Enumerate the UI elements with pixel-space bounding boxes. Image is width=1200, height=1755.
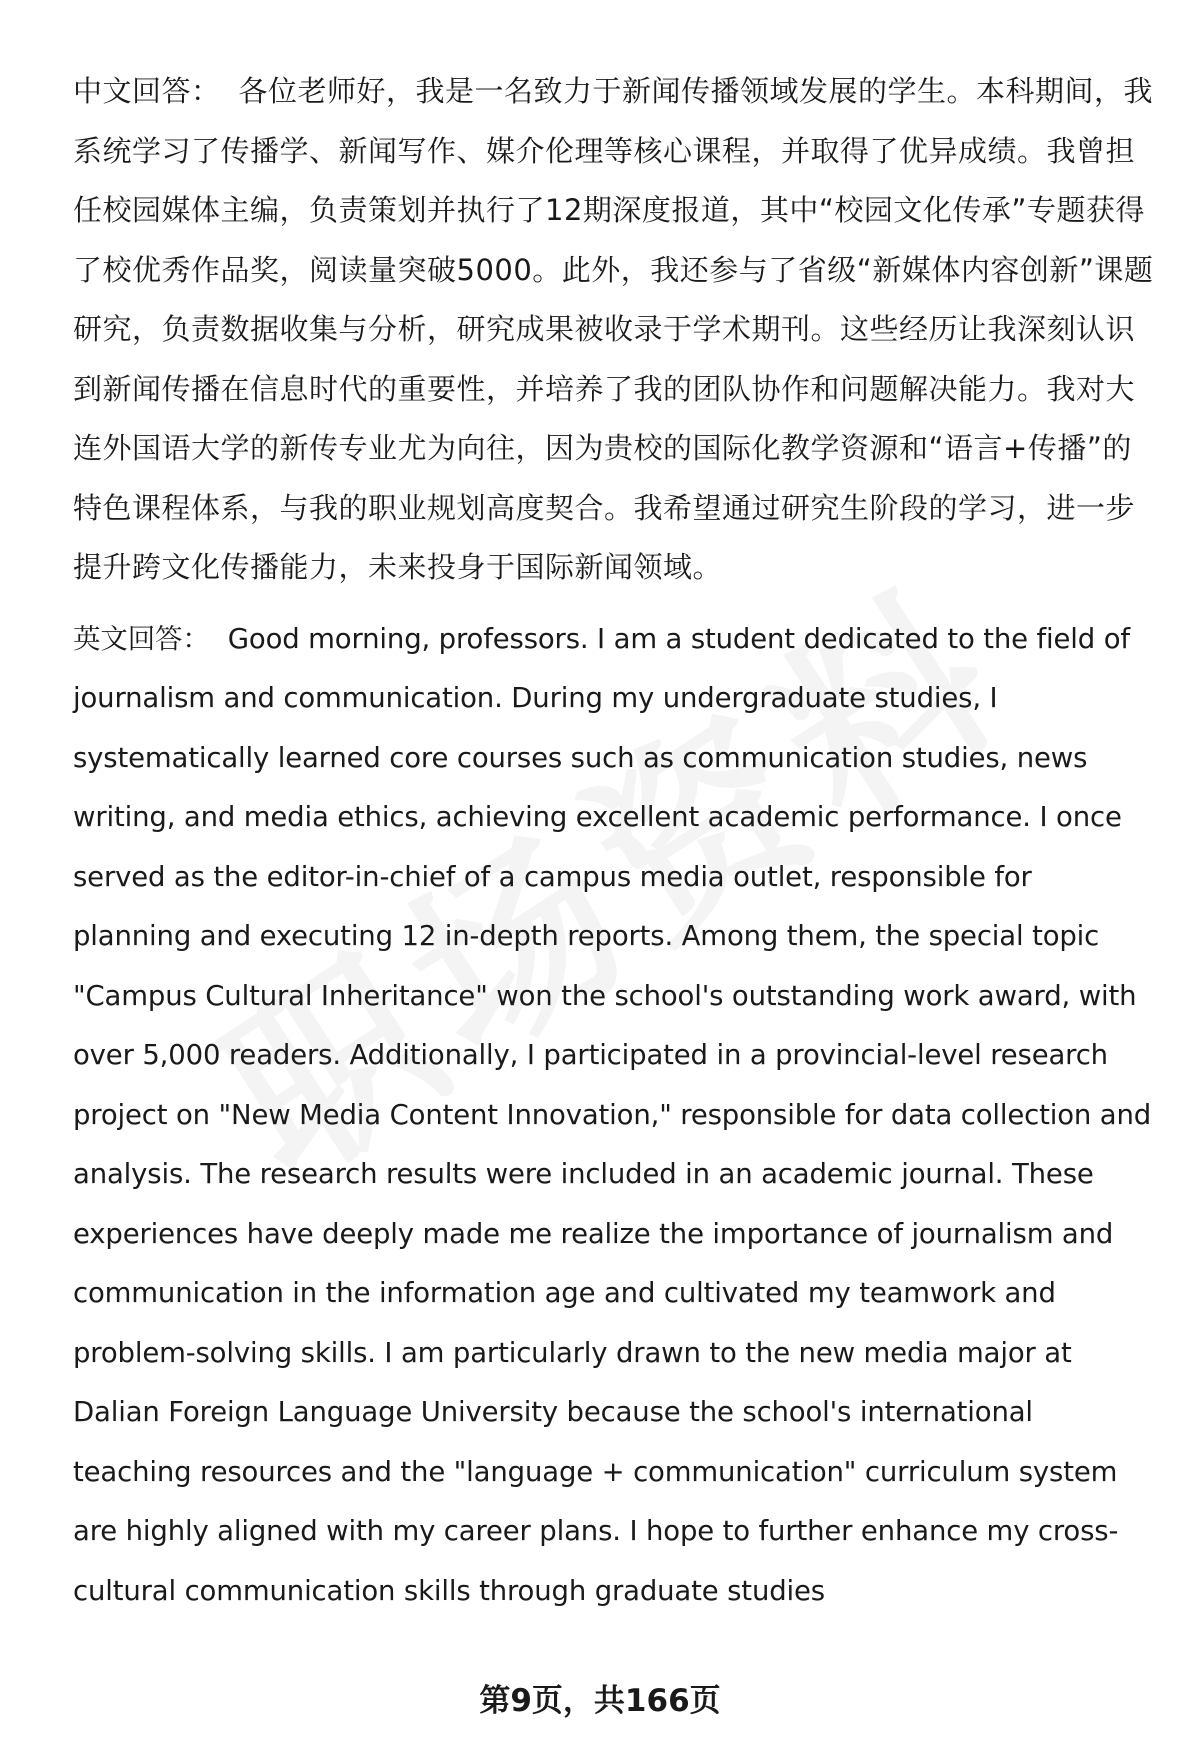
english-answer-label: 英文回答：: [73, 622, 210, 655]
page-number-footer: 第9页，共166页: [479, 1683, 721, 1719]
chinese-answer-paragraph: [73, 62, 1158, 598]
chinese-answer-label: 中文回答：: [73, 74, 221, 108]
english-answer-paragraph: [73, 610, 1158, 1622]
english-answer-text: Good morning, professors. I am a student dedicated to the field of journalism and communication. During my undergraduate studies, I systematically learned core courses such as communication studies, news writing, and media ethics, achieving excellent academic performance. I once served as the editor-in-chief of a campus media outlet, responsible for planning and executing 12 in-depth reports. Among them, the special topic "Campus Cultural Inheritance" won the school's outstanding work award, with over 5,000 readers. Additionally, I participated in a provincial-level research project on "New Media Content Innovation," responsible for data collection and analysis. The research results were included in an academic journal. These experiences have deeply made me realize the importance of journalism and communication in the information age and cultivated my teamwork and problem-solving skills. I am particularly drawn to the new media major at Dalian Foreign Language University because the school's international teaching resources and the "language + communication" curriculum system are highly aligned with my career plans. I hope to further enhance my cross-cultural communication skills through graduate studies: [73, 622, 1152, 1607]
chinese-answer-text: 各位老师好，我是一名致力于新闻传播领域发展的学生。本科期间，我系统学习了传播学、新闻写作、媒介伦理等核心课程，并取得了优异成绩。我曾担任校园媒体主编，负责策划并执行了12期深度报道，其中“校园文化传承”专题获得了校优秀作品奖，阅读量突破5000。此外，我还参与了省级“新媒体内容创新”课题研究，负责数据收集与分析，研究成果被收录于学术期刊。这些经历让我深刻认识到新闻传播在信息时代的重要性，并培养了我的团队协作和问题解决能力。我对大连外国语大学的新传专业尤为向往，因为贵校的国际化教学资源和“语言+传播”的特色课程体系，与我的职业规划高度契合。我希望通过研究生阶段的学习，进一步提升跨文化传播能力，未来投身于国际新闻领域。: [73, 74, 1154, 584]
page-content: [73, 62, 1158, 1621]
